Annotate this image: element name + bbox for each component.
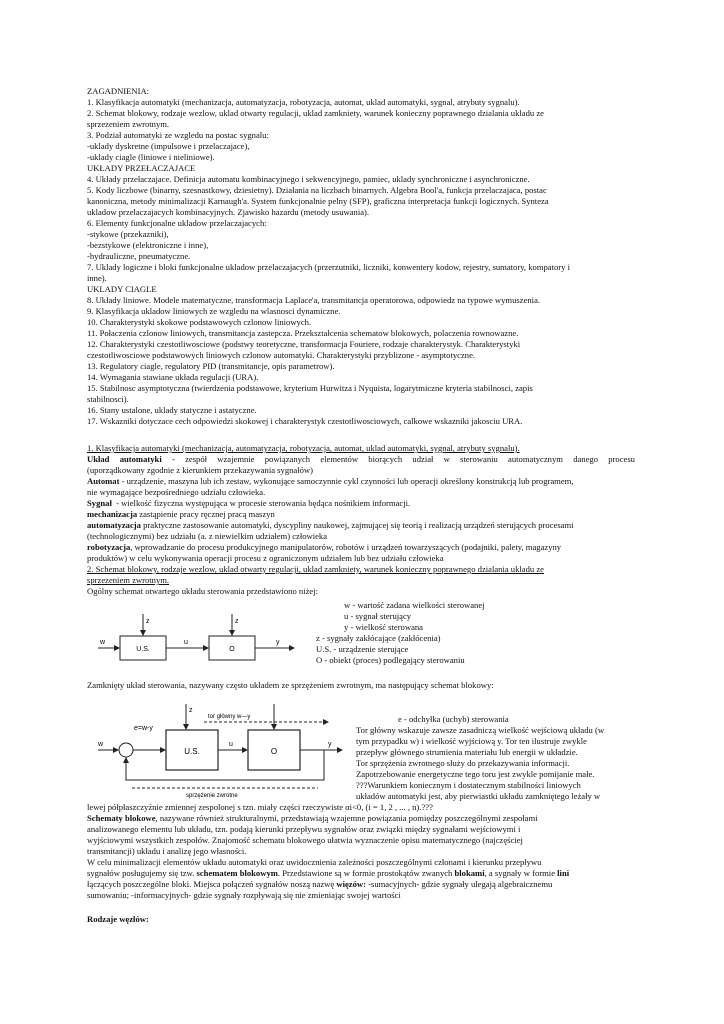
toc-line: UKŁADY PRZEŁACZAJACE <box>87 163 196 173</box>
paragraph-line: produktów) w celu wykonywania operacji procesu z ograniczonym udziałem lub bez udziału człowieka <box>87 553 444 563</box>
nodes-heading: Rodzaje węzłów: <box>87 914 149 924</box>
toc-line: -hydrauliczne, pneumatyczne. <box>87 251 191 261</box>
us-block-label: U.S. <box>184 747 200 756</box>
signal-w-label: w <box>98 741 104 748</box>
toc-line: 5. Kody liczbowe (binarny, szesnastkowy, dziesietny). Działania na liczbach binarnych. Algebra Bool'a, funkcja przelaczajaca, postac <box>87 185 547 195</box>
toc-line: inne). <box>87 273 107 283</box>
toc-line: -bezstykowe (elektroniczne i inne), <box>87 240 209 250</box>
desc-line: Zapotrzebowanie energetyczne tego toru jest zwykle pomijanie małe. <box>356 769 595 779</box>
paragraph-line: łączących poszczególne bloki. Miejsca połączeń sygnałów noszą nazwę więzów: -sumacyjnych- gdzie sygnały ulegają algebraicznemu <box>87 879 553 889</box>
desc-line: układów automatyki jest, aby pierwiastki układu zamkniętego leżały w <box>356 791 601 801</box>
error-label: e=w-y <box>134 725 153 732</box>
paragraph-line: Ogólny schemat otwartego układu sterowania przedstawiono niżej: <box>87 586 319 596</box>
toc-line: 12. Charakterystyki czestotliwosciowe (podstwy teoretyczne, transformacja Fouriere, rodzaje charakterystyk. Charakterystyki <box>87 339 521 349</box>
toc-line: sprzezeniem zwrotnym. <box>87 119 170 129</box>
paragraph-line: Zamknięty układ sterowania, nazywany często układem ze sprzężeniem zwrotnym, ma następujący schemat blokowy: <box>87 680 494 690</box>
open-loop-diagram <box>94 608 304 670</box>
signal-z-label: z <box>146 618 150 625</box>
desc-line: przepływ głównego strumienia materiału lub energii w układzie. <box>356 747 578 757</box>
legend-item: u - sygnał sterujący <box>344 611 412 621</box>
desc-line: Tor sprzężenia zwrotnego służy do przekazywania informacji. <box>356 758 570 768</box>
toc-line: 1. Klasyfikacja automatyki (mechanizacja, automatyzacja, robotyzacja, automat, uklad automatyki, sygnal, atrybuty sygnalu). <box>87 97 520 107</box>
toc-line: -stykowe (przekazniki), <box>87 229 169 239</box>
section2-heading-cont: sprzezeniem zwrotnym. <box>87 575 170 585</box>
toc-line: 4. Układy przełaczajace. Definicja automatu kombinacyjnego i sekwencyjnego, pamiec, uklady synchroniczne i asynchroniczne. <box>87 174 530 184</box>
closed-loop-diagram <box>96 700 346 800</box>
toc-line: 7. Uklady logiczne i bloki funkcjonalne ukladow przelaczajacych (przerzutniki, liczniki, konwentery kodow, rejestry, sumatory, kompatory i <box>87 262 570 272</box>
paragraph-line: mechanizacja zastąpienie pracy ręcznej pracą maszyn <box>87 509 275 519</box>
desc-line: ???Warunkiem koniecznym i dostatecznym stabilności liniowych <box>356 780 581 790</box>
paragraph-line: W celu minimalizacji elementów układu automatyki oraz uwidocznienia zależności poszczególnymi członami i kierunku przepływu <box>87 857 542 867</box>
toc-line: 8. Układy liniowe. Modele matematyczne, transformacja Laplace'a, transmitancja operatorowa, odpowiedz na typowe wymuszenia. <box>87 295 541 305</box>
paragraph-line: robotyzacja, wprowadzanie do procesu produkcyjnego manipulatorów, robotów i urządzeń towarzyszących (podajniki, palety, magazyny <box>87 542 562 552</box>
legend-item: z - sygnały zakłócające (zakłócenia) <box>316 633 441 643</box>
section1-heading: 1. Klasyfikacja automatyki (mechanizacja, automatyzacja, robotyzacja, automat, uklad automatyki, sygnal, atrybuty sygnalu). <box>87 443 520 453</box>
main-path-label: tor główny w—y <box>208 714 251 720</box>
paragraph-line: Sygnał - wielkość fizyczna występująca w procesie sterowania będąca nośnikiem informacji. <box>87 498 411 508</box>
signal-u-label: u <box>184 639 188 646</box>
legend-item: y - wielkość sterowana <box>344 622 423 632</box>
paragraph-line: (technologicznymi) bez udziału (a. z niewielkim udziałem) człowieka <box>87 531 328 541</box>
legend-item: w - wartość zadana wielkości sterowanej <box>344 600 485 610</box>
signal-u-label: u <box>229 741 233 748</box>
toc-line: kanoniczna, metody minimalizacji Karnaugh'a. System funkcjonalnie pelny (SFP), graficzna interpretacja funkcji logicznych. Synteza <box>87 196 549 206</box>
toc-line: 17. Wskazniki dotyczace cech odpowiedzi skokowej i charakterystyk czestotliwosciowych, calkowe wskazniki jakosciu URA. <box>87 416 523 426</box>
toc-line: 10. Charakterystyki skokowe podstawowych czlonow liniowych. <box>87 317 312 327</box>
signal-z-label: z <box>235 618 239 625</box>
toc-line: UKLADY CIAGLE <box>87 284 157 294</box>
toc-heading: ZAGADNIENIA: <box>87 86 150 96</box>
paragraph-line: Schematy blokowe, nazywane również strukturalnymi, przedstawiają wzajemne powiązania pomiędzy poszczególnymi zespołami <box>87 813 538 823</box>
toc-line: ukladow przelaczajacych kombinacyjnych. Zjawisko hazardu (metody usuwania). <box>87 207 370 217</box>
paragraph-line: sygnałów posługujemy się tzw. schematem blokowym. Przedstawione są w formie prostokątów zwanych blokami, a sygnały w formie lini <box>87 868 570 878</box>
desc-line: Tor główny wskazuje zawsze zasadniczą wielkość wejściową układu (w <box>356 725 605 735</box>
toc-line: 2. Schemat blokowy, rodzaje wezlow, uklad otwarty regulacji, uklad zamkniety, warunek konieczny poprawnego dzialania ukladu ze <box>87 108 544 118</box>
object-block-label: O <box>229 646 235 653</box>
object-block-label: O <box>270 747 278 756</box>
section2-heading: 2. Schemat blokowy, rodzaje wezlow, uklad otwarty regulacji, uklad zamkniety, warunek konieczny poprawnego dzialania ukladu ze <box>87 564 544 574</box>
paragraph-line: analizowanego elementu lub układu, tzn. podają kierunki przepływu sygnałów oraz związki między sygnałami wejściowymi i <box>87 824 521 834</box>
paragraph-line: (uporządkowany zgodnie z kierunkiem przekazywania sygnałów) <box>87 465 313 475</box>
paragraph-line: sumowaniu; -informacyjnych- gdzie sygnały rozpływają się nie zmieniając swojej wartości <box>87 890 401 900</box>
summing-node <box>119 743 133 757</box>
toc-line: 3. Podział automatyki ze wzgledu na postac sygnalu: <box>87 130 269 140</box>
toc-line: -uklady ciagle (liniowe i nieliniowe). <box>87 152 215 162</box>
legend-item: U.S. - urządzenie sterujące <box>316 644 409 654</box>
us-block-label: U.S. <box>136 646 150 653</box>
toc-line: czestotliwosciowe podstawowych liniowych czlonow automatyki. Charakterystyki przyblizone - asymptotyczne. <box>87 350 476 360</box>
paragraph-line: nie wymagające bezpośredniego udziału człowieka. <box>87 487 266 497</box>
toc-line: 15. Stabilnosc asymptotyczna (twierdzenia podstawowe, kryterium Hurwitza i Nyquista, logarytmiczne kryteria stabilnosci, zapis <box>87 383 533 393</box>
paragraph-line: Układ automatyki - zespół wzajemnie powiązanych elementów biorących udział w sterowaniu automatycznym danego procesu <box>87 454 635 464</box>
toc-line: -uklady dyskretne (impulsowe i przelaczajace), <box>87 141 250 151</box>
paragraph-line: Automat - urządzenie, maszyna lub ich zestaw, wykonujące samoczynnie cykl czynności lub operacji określony konstrukcją lub programem, <box>87 476 574 486</box>
toc-line: 9. Klasyfikacja ukladow liniowych ze wzgledu na wlasnosci dynamiczne. <box>87 306 341 316</box>
paragraph-line: wyjściowymi wszystkich zespołów. Znajomość schematu blokowego ułatwia wyznaczenie opisu matematycznego (najczęściej <box>87 835 523 845</box>
toc-line: stabilnosci). <box>87 394 129 404</box>
signal-y-label: y <box>328 741 332 748</box>
toc-line: 6. Elementy funkcjonalne ukladow przelaczajacych: <box>87 218 267 228</box>
desc-line: tym przypadku w) i wielkość wyjściową y. Tor ten ilustruje zwykle <box>356 736 587 746</box>
toc-line: 16. Stany ustalone, uklady statyczne i astatyczne. <box>87 405 257 415</box>
toc-line: 11. Połaczenia czlonow liniowych, transmitancja zastepcza. Przekształcenia schematow blokowych, polaczenia rownowazne. <box>87 328 519 338</box>
feedback-label: sprzężenie zwrotne <box>186 793 238 799</box>
legend-item: O - obiekt (proces) podlegający sterowaniu <box>316 655 465 665</box>
paragraph-line: lewej półpłaszczyźnie zmiennej zespolonej s tzn. miały części rzeczywiste αi<0, (i = 1, 2 , ... , n).??? <box>87 802 433 812</box>
signal-z-label: z <box>189 707 193 714</box>
paragraph-line: automatyzacja praktyczne zastosowanie automatyki, dyscypliny naukowej, zajmującej się teorią i realizacją urządzeń sterujących procesami <box>87 520 574 530</box>
signal-y-label: y <box>276 639 280 646</box>
paragraph-line: transmitancji) układu i analizę jego własności. <box>87 846 247 856</box>
signal-w-label: w <box>100 639 106 646</box>
toc-line: 13. Regulatory ciagle, regulatory PID (transmitancje, opis parametrow). <box>87 361 335 371</box>
desc-line: e - odchyłka (uchyb) sterowania <box>398 714 509 724</box>
toc-line: 14. Wymagania stawiane układa regulacji (URA). <box>87 372 259 382</box>
